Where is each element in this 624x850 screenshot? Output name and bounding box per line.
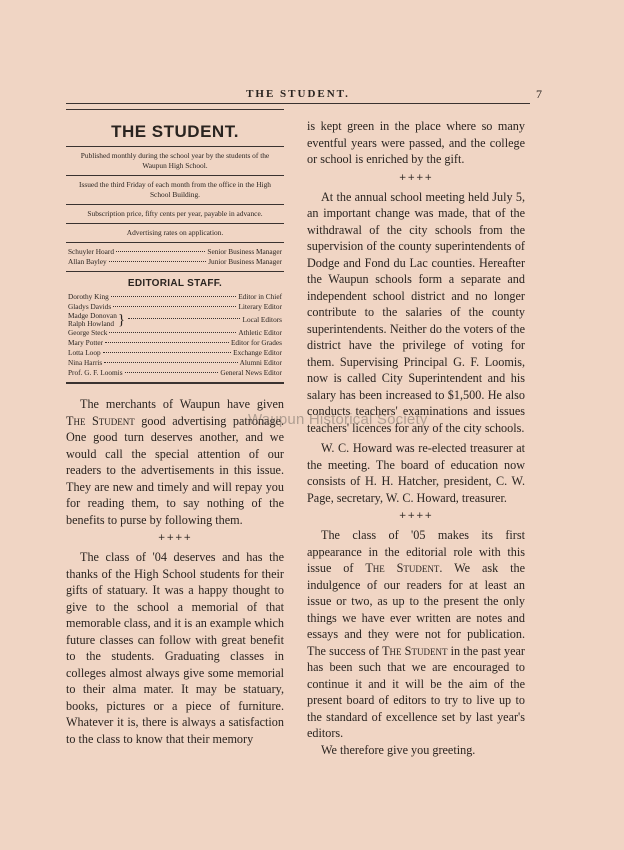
staff-role: Local Editors: [242, 315, 282, 324]
page-header: [66, 87, 542, 104]
staff-row: [68, 358, 282, 368]
staff-role: Editor for Grades: [230, 338, 282, 347]
greeting-paragraph: We therefore give you greeting.: [321, 742, 476, 757]
leader-dots: [109, 332, 236, 333]
business-managers: [68, 247, 282, 267]
leader-dots: [104, 362, 237, 363]
treasurer-paragraph: W. C. Howard was re-elected treasurer at the meeting. The board of education now consists of H. H. Hatcher, president, C. W. Page, secretary, W. C. Howard, treasurer.: [307, 441, 525, 505]
staff-row: [68, 292, 282, 302]
section-ornament: ++++: [157, 533, 193, 543]
paper-name: The Student: [365, 561, 440, 575]
staff-name: Prof. G. F. Loomis: [68, 368, 123, 377]
staff-role: Editor in Chief: [238, 292, 282, 301]
issued-note: Issued the third Friday of each month from the office in the High School Building.: [79, 180, 271, 199]
staff-role: General News Editor: [220, 368, 282, 377]
section-ornament: ++++: [398, 511, 434, 521]
masthead-bottom-rule: [66, 382, 284, 384]
staff-name: Schuyler Hoard: [68, 247, 114, 256]
divider: [66, 271, 284, 272]
running-title: THE STUDENT.: [246, 88, 350, 100]
leader-dots: [128, 318, 240, 319]
right-column: [307, 118, 525, 758]
staff-name: George Steck: [68, 328, 108, 337]
leader-dots: [109, 261, 207, 262]
section-ornament: ++++: [398, 172, 434, 183]
leader-dots: [105, 342, 229, 343]
staff-name: Dorothy King: [68, 292, 109, 301]
staff-row: [68, 368, 282, 378]
editorial-staff-list: [68, 292, 282, 378]
published-note: Published monthly during the school year by the students of the Waupun High School.: [80, 151, 270, 170]
leader-dots: [103, 352, 232, 353]
staff-role: Alumni Editor: [239, 358, 282, 367]
brace: }: [117, 311, 126, 328]
divider: [66, 204, 284, 205]
staff-role: Senior Business Manager: [207, 247, 282, 256]
staff-name: Nina Harris: [68, 358, 103, 367]
staff-name: Ralph Howland: [68, 319, 115, 328]
staff-row: [68, 328, 282, 338]
paper-name: The Student: [382, 643, 448, 658]
class04-continued: is kept green in the place where so many eventful years were passed, and the college or school is enriched by the gift.: [307, 119, 525, 166]
leader-dots: [116, 251, 205, 252]
text-segment: The class of '05 makes its first appearance in the editorial role with this issue of: [307, 528, 525, 575]
staff-name: Mary Potter: [68, 338, 104, 347]
watermark: Waupun Historical Society: [248, 411, 428, 428]
masthead-top-rule: [66, 109, 284, 110]
leader-dots: [113, 306, 236, 307]
staff-role: Literary Editor: [238, 302, 282, 311]
staff-name: Lotta Loop: [68, 348, 101, 357]
advertising-note: Advertising rates on application.: [126, 228, 224, 237]
staff-name: Gladys Davids: [68, 302, 112, 311]
staff-row: [68, 257, 282, 267]
page-number: 7: [536, 87, 542, 101]
staff-row: [68, 338, 282, 348]
staff-row: [68, 247, 282, 257]
staff-role: Exchange Editor: [233, 348, 282, 357]
text-segment: in the past year has been such that we are encouraged to continue it and it will be the aim of the present board of editors to try to live up to the standard of excellence set by last year's editors.: [307, 643, 525, 740]
class04-paragraph: The class of '04 deserves and has the thanks of the High School students for their gifts of statuary. It was a happy thought to give to the school a memorial of that memorable class, and it is an example which future classes can follow with great benefit to the students. Graduating classes in colleges almost always give some memorial to their alma mater. It may be statuary, books, pictures or a piece of furniture. Whatever it is, there is always a satisfaction to the class to know that their memory: [66, 550, 284, 746]
leader-dots: [125, 372, 219, 373]
staff-row: [68, 348, 282, 358]
editorial-staff-title: EDITORIAL STAFF.: [127, 278, 223, 289]
staff-row-local-editors: [68, 312, 282, 328]
subscription-note: Subscription price, fifty cents per year, payable in advance.: [87, 209, 263, 218]
staff-name: Madge Donovan: [68, 311, 117, 320]
text-segment: . We ask the indulgence of our readers for at least an issue or two, as up to the present the only things we have ever written are notes and essays and they were not for publication. The success of: [307, 561, 525, 658]
staff-name: Allan Bayley: [68, 257, 107, 266]
divider: [66, 242, 284, 243]
class05-paragraph: [307, 527, 525, 742]
staff-role: Athletic Editor: [238, 328, 282, 337]
leader-dots: [111, 296, 236, 297]
divider: [66, 175, 284, 176]
divider: [66, 146, 284, 147]
school-meeting-paragraph: At the annual school meeting held July 5, an important change was made, that of the withdrawal of the city schools from the supervision of the county superintendents of Dodge and Fond du Lac counties. Hereafter the Waupun schools form a separate and independent school district and no longer contribute to the salaries of the county superintendents. Neither do the voters of the district have the privilege of voting for them. Supervising Principal G. F. Loomis, now is called City Superintendent and his salary has been increased to $1,500. He also conducts teachers' examinations and issues teachers' licences for any of the city schools.: [307, 189, 525, 435]
header-rule: [66, 103, 530, 104]
staff-role: Junior Business Manager: [208, 257, 282, 266]
local-editor-names: [68, 312, 117, 328]
divider: [66, 223, 284, 224]
text-segment: good advertising patronage. One good turn deserves another, and we would call the special attention of our readers to the advertisements in this issue. They are new and timely and will repay you for reading them, to say nothing of the benefits to purse by following them.: [66, 413, 285, 527]
text-segment: The merchants of Waupun have given: [80, 397, 284, 411]
masthead-title: THE STUDENT.: [111, 122, 239, 141]
paper-name: The Student: [66, 413, 135, 428]
